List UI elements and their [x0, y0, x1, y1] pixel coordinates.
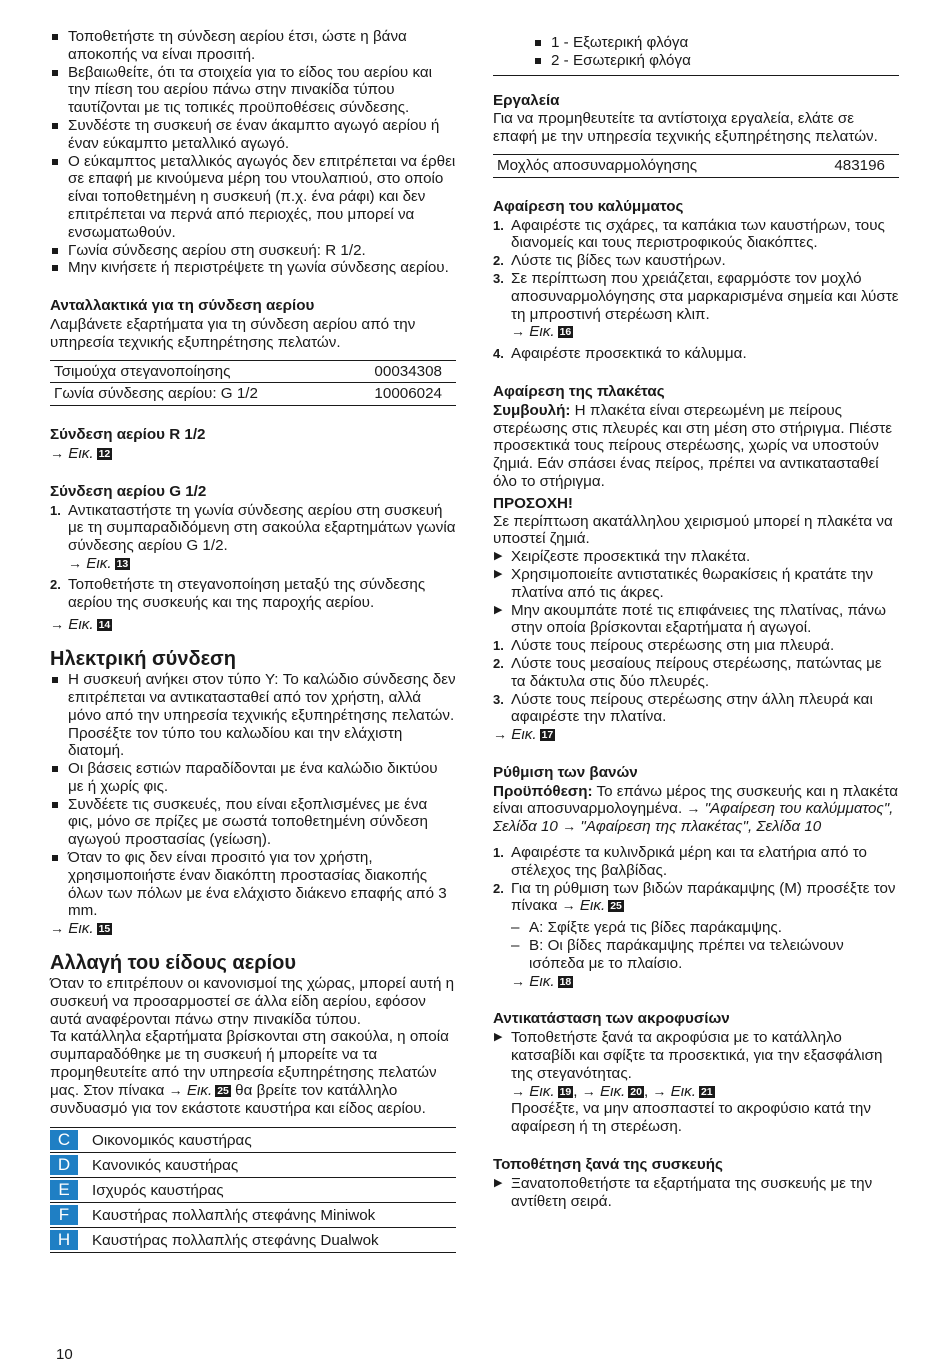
figure-badge: 25: [217, 1084, 229, 1097]
list-item: 3. Σε περίπτωση που χρειάζεται, εφαρμόστε τον μοχλό αποσυναρμολόγησης στα μαρκαρισμένα σημεία και λύστε τη μπροστινή στερέωση κλιπ. → Εικ. 16: [493, 269, 899, 341]
burner-letter: H: [50, 1230, 78, 1250]
figure-badge: 25: [610, 900, 622, 913]
arrow-icon: →: [686, 800, 701, 817]
part-code: 10006024: [339, 383, 456, 406]
arrow-icon: →: [50, 444, 64, 461]
square-bullet-icon: [52, 70, 58, 76]
list-item: 1. Αντικαταστήστε τη γωνία σύνδεσης αερίου στη συσκευή με τη συμπαραδιδόμενη στη σακούλα εξαρτημάτων γωνία σύνδεσης αερίου G 1/2. → Εικ. 13: [50, 501, 456, 572]
triangle-bullet-icon: ▶: [494, 550, 503, 563]
valves-heading: Ρύθμιση των βανών: [493, 763, 638, 781]
list-item: 1. Λύστε τους πείρους στερέωσης στη μια πλευρά.: [493, 637, 835, 655]
square-bullet-icon: [52, 802, 58, 808]
table-row: [50, 360, 456, 383]
burner-label: Καυστήρας πολλαπλής στεφάνης Dualwok: [82, 1228, 456, 1253]
square-bullet-icon: [52, 766, 58, 772]
figure-ref: → Εικ. 17: [493, 726, 554, 744]
square-bullet-icon: [52, 159, 58, 165]
arrow-icon: →: [168, 1081, 183, 1098]
table-row: [493, 154, 899, 177]
part-name: Τσιμούχα στεγανοποίησης: [50, 360, 339, 383]
left-column: [50, 28, 456, 1253]
table-row: [50, 1153, 456, 1178]
triangle-bullet-icon: ▶: [494, 1031, 503, 1044]
list-item: 1. Αφαιρέστε τα κυλινδρικά μέρη και τα ελατήρια από το στέλεχος της βαλβίδας.: [493, 844, 867, 879]
flame-legend: [493, 34, 899, 70]
tools-heading: Εργαλεία: [493, 91, 560, 109]
figure-ref: → Εικ. 18: [511, 972, 572, 990]
arrow-icon: →: [562, 818, 577, 835]
tools-text: Για να προμηθευτείτε τα αντίστοιχα εργαλεία, ελάτε σε επαφή με την υπηρεσία τεχνικής εξυπηρέτησης πελατών.: [493, 110, 878, 146]
table-row: [50, 1178, 456, 1203]
figure-badge: 20: [630, 1085, 642, 1098]
list-item: – B: Οι βίδες παράκαμψης πρέπει να τελειώνουν ισόπεδα με το πλαίσιο.: [511, 937, 844, 972]
list-item: 1 - Εξωτερική φλόγα: [533, 34, 899, 52]
list-item: Οι βάσεις εστιών παραδίδονται με ένα καλώδιο δικτύου με ή χωρίς φις.: [50, 760, 456, 796]
tool-name: Μοχλός αποσυναρμολόγησης: [493, 154, 798, 177]
spare-parts-heading: Ανταλλακτικά για τη σύνδεση αερίου: [50, 297, 315, 315]
square-bullet-icon: [52, 677, 58, 683]
figure-ref: → Εικ. 15: [50, 920, 111, 938]
spare-parts-table: [50, 360, 456, 407]
list-item: Μην κινήσετε ή περιστρέψετε τη γωνία σύνδεσης αερίου.: [50, 259, 456, 277]
reinstall-heading: Τοποθέτηση ξανά της συσκευής: [493, 1156, 723, 1174]
figure-badge: 13: [116, 557, 129, 570]
gas-change-text: Όταν το επιτρέπουν οι κανονισμοί της χώρας, μπορεί αυτή η συσκευή να προσαρμοστεί σε άλλα είδη αερίου, εφόσον αυτά αναφέρονται πάνω στην πινακίδα τύπου.: [50, 975, 455, 1028]
triangle-bullet-icon: ▶: [494, 603, 503, 616]
g12-heading: Σύνδεση αερίου G 1/2: [50, 482, 207, 500]
list-item: 4. Αφαιρέστε προσεκτικά το κάλυμμα.: [493, 345, 747, 363]
square-bullet-icon: [52, 265, 58, 271]
page-number: 10: [56, 1346, 73, 1363]
square-bullet-icon: [52, 248, 58, 254]
r12-heading: Σύνδεση αερίου R 1/2: [50, 426, 206, 444]
list-item: 3. Λύστε τους πείρους στερέωσης στην άλλη πλευρά και αφαιρέστε την πλατίνα.: [493, 690, 873, 726]
part-code: 00034308: [339, 360, 456, 383]
list-item: Συνδέστε τη συσκευή σε έναν άκαμπτο αγωγό αερίου ή έναν εύκαμπτο μεταλλικό αγωγό.: [50, 117, 456, 153]
burner-table: [50, 1127, 456, 1253]
plate-heading: Αφαίρεση της πλακέτας: [493, 382, 665, 400]
square-bullet-icon: [535, 40, 541, 46]
table-row: [50, 383, 456, 406]
arrow-icon: →: [493, 726, 507, 743]
gas-change-text: Τα κατάλληλα εξαρτήματα βρίσκονται στη σακούλα, η οποία συμπαραδόθηκε με τη συσκευή ή μπορείτε να τα προμηθευτείτε από την υπηρεσία εξυπηρέτησης πελατών μας. Στον πίνακα → Εικ. 25 θα βρείτε τον κατάλληλο συνδυασμό για τον εκάστοτε καυστήρα και είδος αερίου.: [50, 1028, 449, 1117]
tools-table: [493, 154, 899, 178]
figure-ref: → Εικ. 14: [50, 616, 111, 634]
figure-badge: 16: [559, 326, 572, 339]
cross-reference-link[interactable]: "Αφαίρεση του καλύμματος", Σελίδα 10: [493, 800, 894, 836]
arrow-icon: →: [561, 897, 576, 914]
connection-bullets: [50, 28, 456, 277]
square-bullet-icon: [535, 58, 541, 64]
electric-heading: Ηλεκτρική σύνδεση: [50, 648, 236, 671]
arrow-icon: →: [68, 554, 82, 571]
arrow-icon: →: [511, 323, 525, 340]
warning-label: ΠΡΟΣΟΧΗ!: [493, 494, 573, 512]
burner-label: Κανονικός καυστήρας: [82, 1153, 456, 1178]
arrow-icon: →: [511, 1082, 525, 1099]
square-bullet-icon: [52, 123, 58, 129]
list-item: – A: Σφίξτε γερά τις βίδες παράκαμψης.: [511, 919, 782, 937]
burner-letter: F: [50, 1205, 78, 1225]
list-item: Γωνία σύνδεσης αερίου στη συσκευή: R 1/2.: [50, 242, 456, 260]
list-item: Ο εύκαμπτος μεταλλικός αγωγός δεν επιτρέπεται να έρθει σε επαφή με κινούμενα μέρη του ντουλαπιού, στο οποίο είναι τοποθετημένη η συσκευή (π.χ. ένα ράφι) και δεν επιτρέπεται να περνά από περιοχές, που μπορεί να ενσωματωθούν.: [50, 153, 456, 242]
list-item: ▶ Ξανατοποθετήστε τα εξαρτήματα της συσκευής με την αντίθετη σειρά.: [494, 1174, 873, 1210]
list-item: Συνδέετε τις συσκευές, που είναι εξοπλισμένες με ένα φις, μόνο σε πρίζες με σωστά τοποθετημένη σύνδεση αγωγού προστασίας (γείωση).: [50, 796, 456, 849]
list-item: Τοποθετήστε τη σύνδεση αερίου έτσι, ώστε η βάνα αποκοπής να είναι προσιτή.: [50, 28, 456, 64]
figure-badge: 15: [98, 923, 111, 936]
arrow-icon: →: [652, 1082, 667, 1099]
list-item: 2. Λύστε τις βίδες των καυστήρων.: [493, 252, 726, 270]
part-name: Γωνία σύνδεσης αερίου: G 1/2: [50, 383, 339, 406]
burner-letter: E: [50, 1180, 78, 1200]
square-bullet-icon: [52, 855, 58, 861]
precondition-text: Προϋπόθεση: Το επάνω μέρος της συσκευής και η πλακέτα είναι αποσυναρμολογημένα. → "Αφαίρεση του καλύμματος", Σελίδα 10 → "Αφαίρεση της πλακέτας", Σελίδα 10: [493, 782, 899, 836]
arrow-icon: →: [50, 920, 64, 937]
list-item: ▶ Χρησιμοποιείτε αντιστατικές θωρακίσεις ή κρατάτε την πλατίνα από τις άκρες.: [494, 565, 874, 601]
list-item: 2 - Εσωτερική φλόγα: [533, 52, 899, 70]
divider: [493, 75, 899, 76]
figure-badge: 21: [700, 1085, 713, 1098]
list-item: ▶ Τοποθετήστε ξανά τα ακροφύσια με το κατάλληλο κατσαβίδι και σφίξτε τα προσεκτικά, για την εξασφάλιση της στεγανότητας. → Εικ. 19 , → Εικ. 20 , → Εικ. 21 Προσέξτε, να μην αποσπαστεί το ακροφύσιο κατά την αφαίρεση ή τη στερέωση.: [494, 1029, 883, 1136]
gas-change-heading: Αλλαγή του είδους αερίου: [50, 952, 296, 975]
warning-text: Σε περίπτωση ακατάλληλου χειρισμού μπορεί η πλακέτα να υποστεί ζημιά.: [493, 512, 893, 548]
burner-label: Ισχυρός καυστήρας: [82, 1178, 456, 1203]
figure-badge: 19: [559, 1085, 572, 1098]
arrow-icon: →: [511, 972, 525, 989]
right-column: [493, 34, 899, 1210]
burner-label: Οικονομικός καυστήρας: [82, 1128, 456, 1153]
triangle-bullet-icon: ▶: [494, 1176, 503, 1189]
table-row: [50, 1128, 456, 1153]
nozzles-heading: Αντικατάσταση των ακροφυσίων: [493, 1010, 730, 1028]
figure-badge: 12: [98, 447, 111, 460]
figure-ref: → Εικ. 12: [50, 444, 111, 462]
list-item: Η συσκευή ανήκει στον τύπο Y: Το καλώδιο σύνδεσης δεν επιτρέπεται να αντικατασταθεί από τον χρήστη, αλλά μόνο από την υπηρεσία τεχνικής εξυπηρέτησης πελατών. Προσέξτε τον τύπο του καλωδίου και την ελάχιστη διατομή.: [50, 671, 456, 760]
figure-badge: 17: [541, 729, 554, 742]
tip-text: Συμβουλή: Η πλακέτα είναι στερεωμένη με πείρους στερέωσης στις πλευρές και στη μέση στο στήριγμα. Πιέστε προσεκτικά τους πείρους στερέωσης, χωρίς να υποστούν ζημιά. Εάν σπάσει ένας πείρος, πρέπει να αντικατασταθεί όλο το στήριγμα.: [493, 401, 893, 490]
square-bullet-icon: [52, 34, 58, 40]
arrow-icon: →: [50, 616, 64, 633]
list-item: 2. Τοποθετήστε τη στεγανοποίηση μεταξύ της σύνδεσης αερίου της συσκευής και της παροχής αερίου.: [50, 575, 426, 611]
list-item: 1. Αφαιρέστε τις σχάρες, τα καπάκια των καυστήρων, τους διανομείς και τους περιστροφικούς διακόπτες.: [493, 216, 885, 252]
burner-letter: D: [50, 1155, 78, 1175]
list-item: 2. Λύστε τους μεσαίους πείρους στερέωσης, πατώντας με τα δάκτυλα στις δύο πλευρές.: [493, 654, 882, 690]
burner-label: Καυστήρας πολλαπλής στεφάνης Miniwok: [82, 1203, 456, 1228]
list-item: 2. Για τη ρύθμιση των βιδών παράκαμψης (M) προσέξτε τον πίνακα → Εικ. 25: [493, 879, 896, 915]
figure-badge: 14: [98, 619, 111, 632]
list-item: ▶ Μην ακουμπάτε ποτέ τις επιφάνειες της πλατίνας, πάνω στην οποία βρίσκονται εξαρτήματα ή αγωγοί.: [494, 601, 886, 637]
table-row: [50, 1228, 456, 1253]
list-item: ▶ Χειρίζεστε προσεκτικά την πλακέτα.: [494, 548, 751, 566]
sub-list: [493, 919, 899, 990]
cover-heading: Αφαίρεση του καλύμματος: [493, 197, 684, 215]
figure-badge: 18: [559, 975, 572, 988]
cross-reference-link[interactable]: "Αφαίρεση της πλακέτας", Σελίδα 10: [580, 818, 822, 836]
tool-code: 483196: [798, 154, 899, 177]
burner-letter: C: [50, 1130, 78, 1150]
triangle-bullet-icon: ▶: [494, 567, 503, 580]
table-row: [50, 1203, 456, 1228]
arrow-icon: →: [581, 1082, 596, 1099]
spare-parts-text: Λαμβάνετε εξαρτήματα για τη σύνδεση αερίου από την υπηρεσία τεχνικής εξυπηρέτησης πελατών.: [50, 315, 416, 351]
list-item: Όταν το φις δεν είναι προσιτό για τον χρήστη, χρησιμοποιήστε έναν διακόπτη προστασίας διακοπής όλων των πόλων με ένα ελάχιστο διάκενο επαφής από 3 mm.: [50, 849, 456, 920]
list-item: Βεβαιωθείτε, ότι τα στοιχεία για το είδος του αερίου και την πίεση του αερίου πάνω στην πινακίδα τύπου ταυτίζονται με τις τοπικές προϋποθέσεις σύνδεσης.: [50, 64, 456, 117]
